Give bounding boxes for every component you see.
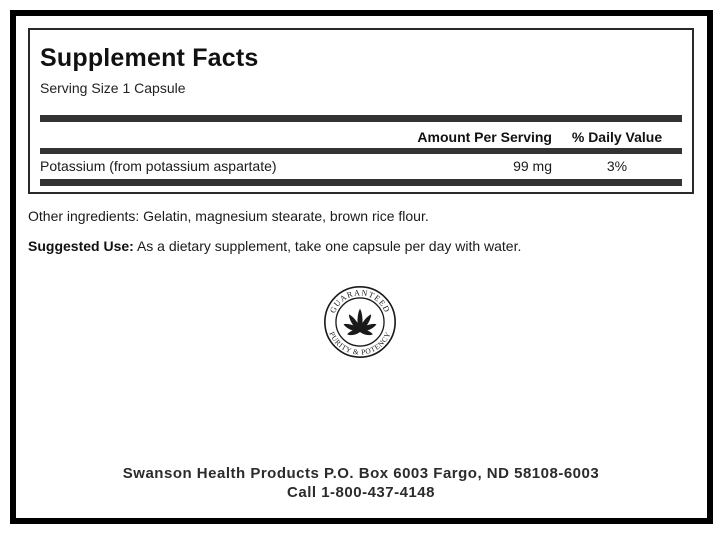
nutrient-daily-value: 3%: [606, 158, 628, 174]
suggested-use-text: [28, 236, 521, 256]
table-row: [40, 156, 682, 176]
header-daily-value: % Daily Value: [571, 129, 663, 145]
suggested-use-body: As a dietary supplement, take one capsule per day with water.: [136, 238, 522, 254]
supplement-facts-panel: [28, 28, 694, 194]
table-rule-top: [40, 115, 682, 122]
footer-address-line: Swanson Health Products P.O. Box 6003 Fargo, ND 58108-6003: [122, 465, 600, 482]
other-ingredients-text: Other ingredients: Gelatin, magnesium stearate, brown rice flour.: [28, 208, 429, 224]
table-rule-middle: [40, 148, 682, 154]
serving-size-text: Serving Size 1 Capsule: [40, 80, 186, 96]
panel-title: Supplement Facts: [40, 44, 259, 72]
seal-bottom-text: PURITY & POTENCY: [327, 330, 393, 357]
seal-leaves-icon: [343, 309, 378, 337]
nutrient-amount: 99 mg: [513, 158, 552, 174]
nutrient-name: Potassium (from potassium aspartate): [40, 158, 277, 174]
footer-phone-line: Call 1-800-437-4148: [287, 484, 435, 501]
footer-address-block: [0, 464, 722, 502]
guaranteed-purity-potency-seal-icon: [323, 285, 397, 359]
table-rule-bottom: [40, 179, 682, 186]
seal-top-text: GUARANTEED: [328, 288, 392, 315]
suggested-use-label: Suggested Use:: [28, 238, 134, 254]
header-amount-per-serving: Amount Per Serving: [417, 129, 552, 145]
table-header-row: [40, 127, 682, 147]
svg-text:PURITY & POTENCY: [327, 330, 392, 357]
